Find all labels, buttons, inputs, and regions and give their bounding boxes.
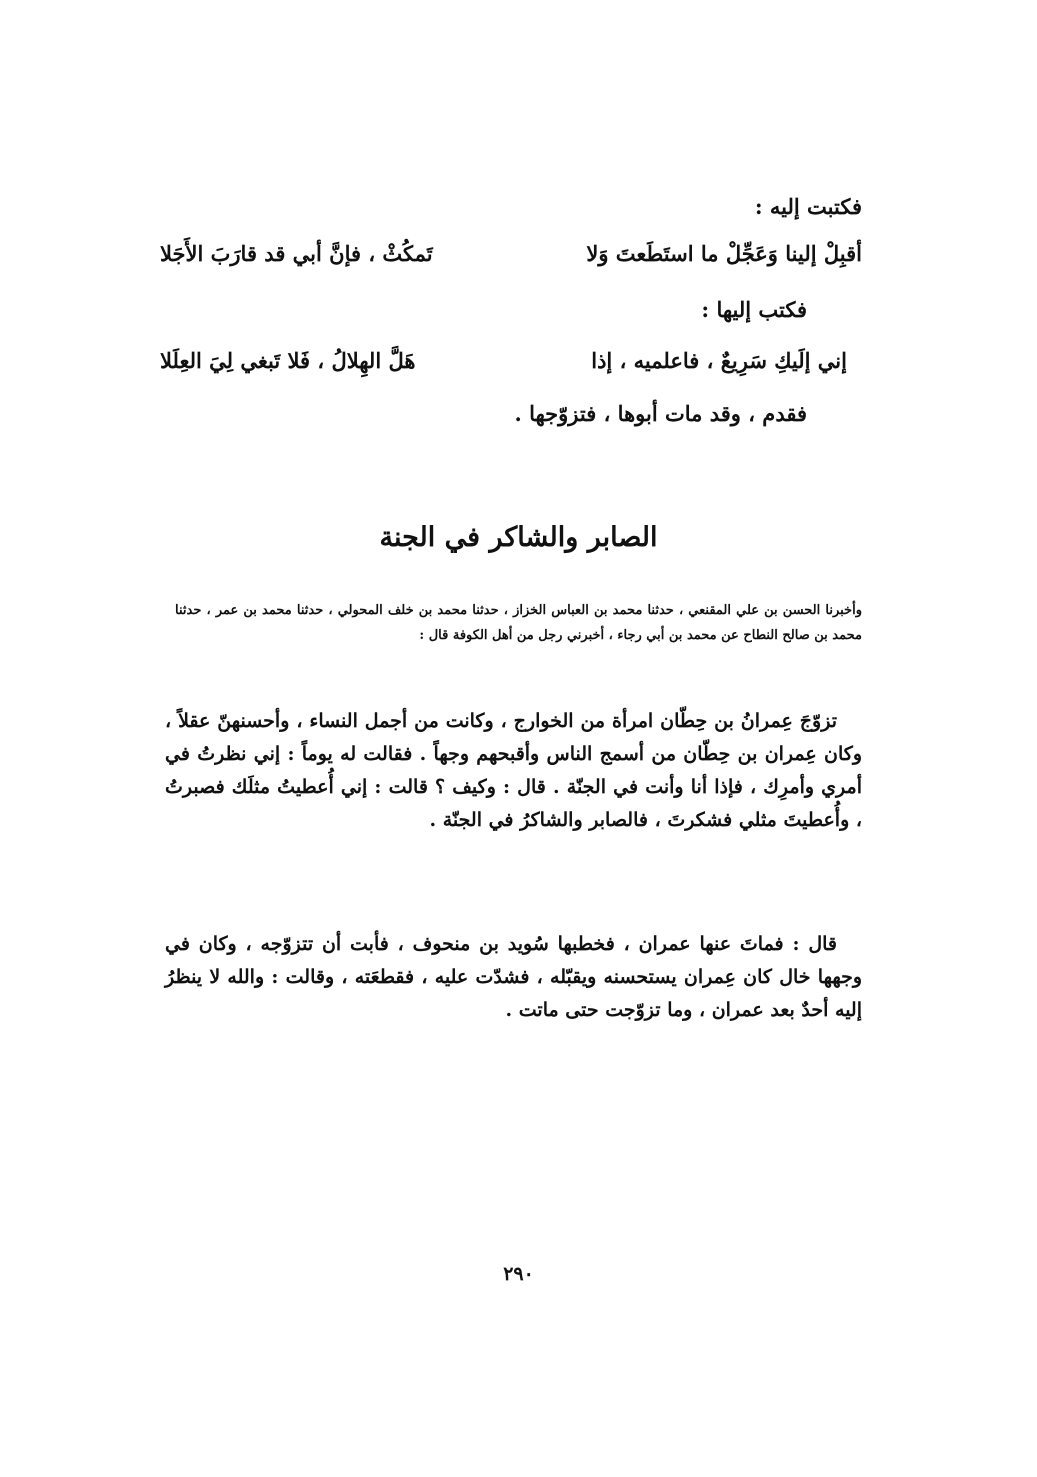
paragraph-2: قال : فماتَ عنها عمران ، فخطبها سُويد بن منحوف ، فأبت أن تتزوّجه ، وكان في وجهها خال كان عِمران يستحسنه ويقبّله ، فشدّت عليه ، فقطعَته ، وقالت : والله لا ينظرُ إليه أحدٌ بعد عمران ، وما تزوّجت حتى ماتت . bbox=[165, 933, 862, 1021]
verse-1 bbox=[160, 240, 862, 268]
page-number: ٢٩٠ bbox=[503, 1263, 534, 1285]
intro-line-2: فكتب إليها : bbox=[701, 297, 807, 322]
after-verse-line: فقدم ، وقد مات أبوها ، فتزوّجها . bbox=[514, 401, 807, 426]
intro-line: فكتبت إليه : bbox=[754, 194, 862, 219]
verse-2-second-hemistich: هَلَّ الهِلالُ ، فَلا تَبغي لِيَ العِلَلا bbox=[160, 348, 416, 373]
isnad-chain: وأخبرنا الحسن بن علي المقنعي ، حدثنا محمد بن العباس الخزاز ، حدثنا محمد بن خلف المحولي ، حدثنا محمد بن عمر ، حدثنا محمد بن صالح النطاح عن محمد بن أبي رجاء ، أخبرني رجل من أهل الكوفة قال : bbox=[175, 603, 862, 643]
verse-2 bbox=[160, 347, 847, 375]
verse-1-first-hemistich: أقبِلْ إلينا وَعَجِّلْ ما استَطَعتَ وَلا bbox=[586, 241, 862, 266]
verse-2-first-hemistich: إني إلَيكِ سَرِيعٌ ، فاعلميه ، إذا bbox=[591, 348, 847, 373]
verse-1-second-hemistich: تَمكُثْ ، فإنَّ أبي قد قارَبَ الأَجَلا bbox=[160, 241, 433, 266]
paragraph-1: تزوّجَ عِمرانُ بن حِطّان امرأة من الخوارج ، وكانت من أجمل النساء ، وأحسنهنّ عقلاً ، وكان عِمران بن حِطّان من أسمج الناس وأقبحهم وجهاً . فقالت له يوماً : إني نظرتُ في أمري وأمرِك ، فإذا أنا وأنت في الجنّة . قال : وكيف ؟ قالت : إني أُعطيتُ مثلَك فصبرتُ ، وأُعطيتَ مثلي فشكرتَ ، فالصابر والشاكرُ في الجنّة . bbox=[165, 710, 862, 831]
section-title: الصابر والشاكر في الجنة bbox=[379, 522, 658, 553]
